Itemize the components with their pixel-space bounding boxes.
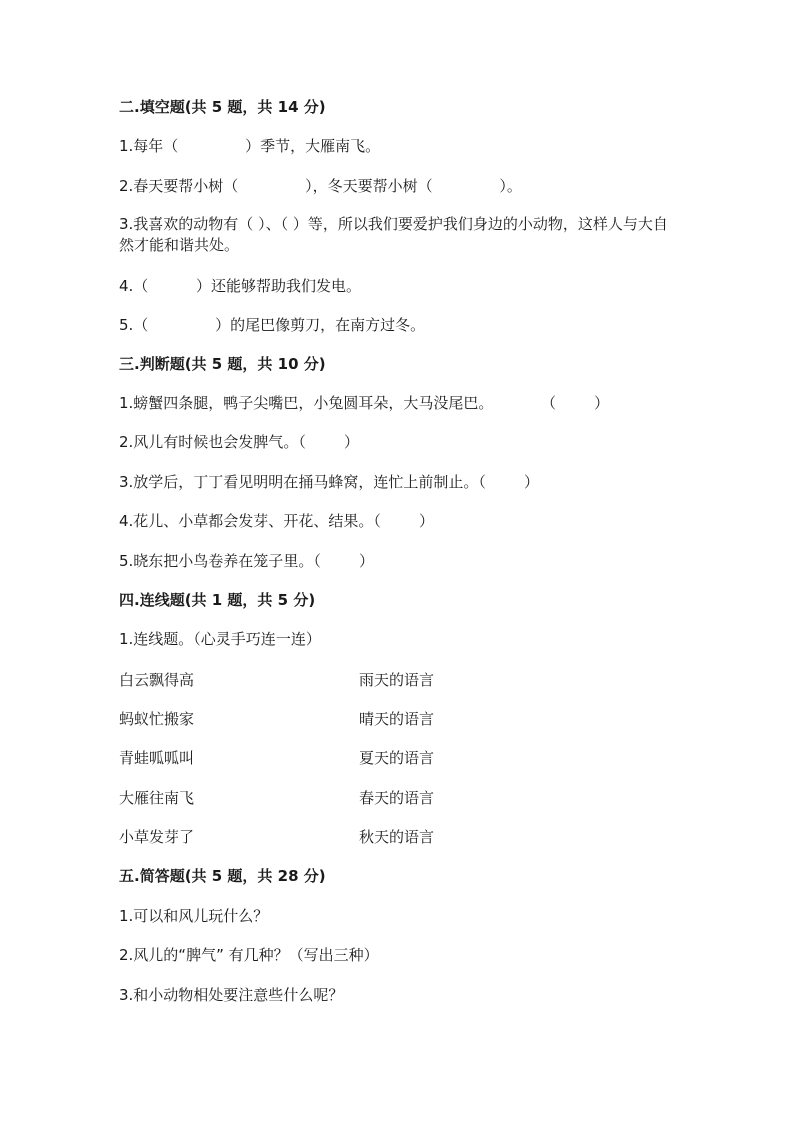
match-left-item: 小草发芽了 — [119, 828, 195, 846]
match-right-item: 雨天的语言 — [359, 671, 435, 689]
section-heading-matching: 四.连线题(共 1 题，共 5 分) — [119, 591, 316, 609]
question-short-3: 3.和小动物相处要注意些什么呢？ — [119, 986, 344, 1004]
question-tf-3: 3.放学后，丁丁看见明明在捅马蜂窝，连忙上前制止。（ ） — [119, 473, 539, 491]
question-tf-4: 4.花儿、小草都会发芽、开花、结果。（ ） — [119, 512, 434, 530]
question-fill-2: 2.春天要帮小树（ ），冬天要帮小树（ ）。 — [119, 177, 522, 195]
section-heading-fill-blank: 二.填空题(共 5 题，共 14 分) — [119, 98, 326, 116]
match-left-item: 蚂蚁忙搬家 — [119, 710, 195, 728]
section-heading-short-answer: 五.简答题(共 5 题，共 28 分) — [119, 867, 326, 885]
question-short-2: 2.风儿的“脾气” 有几种？（写出三种） — [119, 946, 379, 964]
match-right-item: 春天的语言 — [359, 789, 435, 807]
question-tf-1: 1.螃蟹四条腿，鸭子尖嘴巴，小兔圆耳朵，大马没尾巴。 （ ） — [119, 394, 610, 412]
match-right-item: 秋天的语言 — [359, 828, 435, 846]
question-short-1: 1.可以和风儿玩什么？ — [119, 907, 269, 925]
match-right-item: 夏天的语言 — [359, 749, 435, 767]
question-fill-3: 3.我喜欢的动物有（ ）、（ ）等，所以我们要爱护我们身边的小动物，这样人与大自然才能和谐共处。 — [119, 215, 668, 254]
match-left-item: 青蛙呱呱叫 — [119, 749, 195, 767]
match-right-item: 晴天的语言 — [359, 710, 435, 728]
question-tf-2: 2.风儿有时候也会发脾气。（ ） — [119, 433, 359, 451]
match-left-item: 大雁往南飞 — [119, 789, 195, 807]
question-fill-1: 1.每年（ ）季节，大雁南飞。 — [119, 137, 381, 155]
question-tf-5: 5.晓东把小鸟卷养在笼子里。（ ） — [119, 552, 374, 570]
section-heading-true-false: 三.判断题(共 5 题，共 10 分) — [119, 355, 326, 373]
match-left-item: 白云飘得高 — [119, 671, 195, 689]
question-fill-5: 5.（ ）的尾巴像剪刀，在南方过冬。 — [119, 316, 426, 334]
question-match-1: 1.连线题。（心灵手巧连一连） — [119, 630, 321, 648]
question-fill-4: 4.（ ）还能够帮助我们发电。 — [119, 277, 361, 295]
